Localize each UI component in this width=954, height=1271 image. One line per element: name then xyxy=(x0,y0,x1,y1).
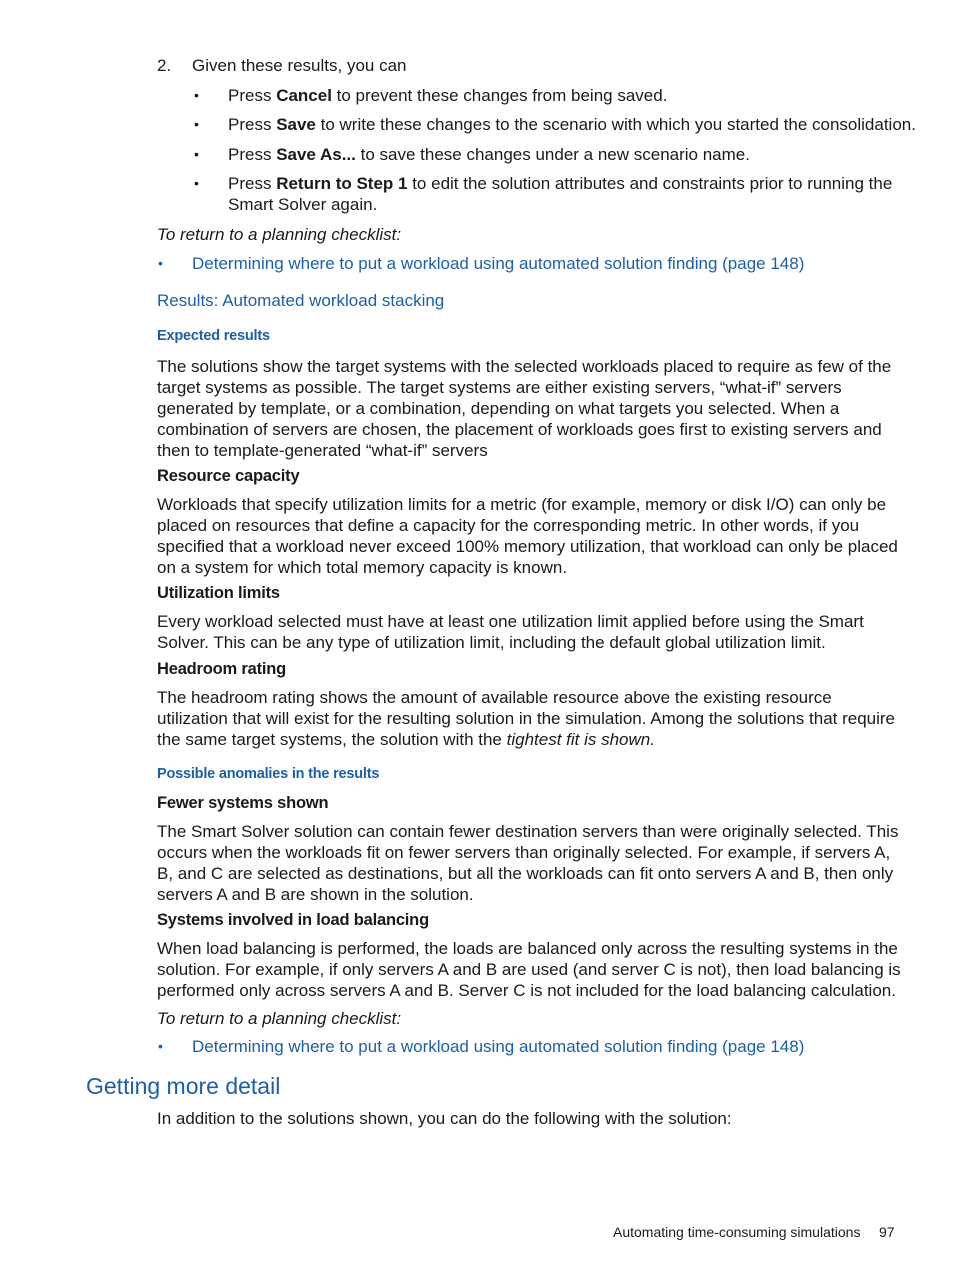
ui-term-cancel: Cancel xyxy=(276,86,332,105)
headroom-rating-text: The headroom rating shows the amount of available resource above the existing resource utilization that will exist for the resulting solution in the simulation. Among the solutions that require the same target systems, the solution with the tightest fit is shown. xyxy=(157,688,896,749)
expected-results-heading: Expected results xyxy=(157,328,270,344)
utilization-limits-heading: Utilization limits xyxy=(157,584,280,602)
step-text: Given these results, you can xyxy=(192,56,407,75)
fewer-systems-heading: Fewer systems shown xyxy=(157,794,329,812)
section-heading: Getting more detail xyxy=(86,1073,281,1099)
list-item-pre: Press xyxy=(228,115,277,134)
fewer-systems-text: The Smart Solver solution can contain fewer destination servers than were originally selected. This occurs when the workloads fit on fewer servers than originally selected. For example, if servers A, B, and C are selected as destinations, but all the workloads can fit onto servers A and B, then only servers A and B are shown in the solution. xyxy=(157,822,899,904)
list-item-post: to save these changes under a new scenario name. xyxy=(355,145,750,164)
load-balancing-text: When load balancing is performed, the loads are balanced only across the resulting systems in the solution. For example, if only servers A and B are used (and server C is not), then load balancing is performed only across servers A and B. Server C is not included for the load balancing calculation. xyxy=(157,939,901,1000)
list-item-post: to write these changes to the scenario with which you started the consolidation. xyxy=(315,115,916,134)
section-intro-text: In addition to the solutions shown, you can do the following with the solution: xyxy=(157,1109,732,1128)
checklist-label: To return to a planning checklist: xyxy=(157,1009,402,1028)
expected-results-text: The solutions show the target systems with the selected workloads placed to require as few of the target systems as possible. The target systems are either existing servers, “what-if” servers generated by template, or a combination, depending on what targets you selected. When a combination of servers are chosen, the placement of workloads goes first to existing servers and then to template-generated “what-if” servers xyxy=(157,357,892,460)
ui-term-save: Save xyxy=(276,115,316,134)
page-number: 97 xyxy=(879,1224,895,1240)
list-item-pre: Press xyxy=(228,86,277,105)
resource-capacity-heading: Resource capacity xyxy=(157,467,300,485)
list-item xyxy=(228,114,918,135)
list-item-pre: Press xyxy=(228,174,277,193)
bullet-dot: • xyxy=(194,175,199,191)
bullet-dot: • xyxy=(158,255,163,271)
bullet-dot: • xyxy=(158,1038,163,1054)
bullet-dot: • xyxy=(194,116,199,132)
resource-capacity-text: Workloads that specify utilization limits for a metric (for example, memory or disk I/O) can only be placed on resources that define a capacity for the corresponding metric. In other words, if you specified that a workload never exceed 100% memory utilization, that workload can only be placed on a system for which total memory capacity is known. xyxy=(157,495,898,577)
bullet-dot: • xyxy=(194,146,199,162)
footer-title: Automating time-consuming simulations xyxy=(613,1224,861,1240)
utilization-limits-text: Every workload selected must have at least one utilization limit applied before using the Smart Solver. This can be any type of utilization limit, including the default global utilization limit. xyxy=(157,612,864,652)
headroom-italic: tightest fit is shown. xyxy=(506,730,655,749)
headroom-rating-heading: Headroom rating xyxy=(157,660,287,678)
list-item xyxy=(228,173,898,215)
anomalies-heading: Possible anomalies in the results xyxy=(157,766,380,782)
list-item xyxy=(228,85,908,106)
checklist-label: To return to a planning checklist: xyxy=(157,225,402,244)
list-item-pre: Press xyxy=(228,145,277,164)
ui-term-save-as: Save As... xyxy=(276,145,356,164)
list-item-post: to edit the solution attributes and constraints prior to running the Smart Solver again. xyxy=(228,174,893,214)
list-item xyxy=(228,144,908,165)
list-item-post: to prevent these changes from being saved. xyxy=(331,86,668,105)
checklist-link[interactable]: Determining where to put a workload using automated solution finding (page 148) xyxy=(192,254,805,273)
load-balancing-heading: Systems involved in load balancing xyxy=(157,911,429,929)
results-heading: Results: Automated workload stacking xyxy=(157,291,445,310)
bullet-dot: • xyxy=(194,87,199,103)
step-number: 2. xyxy=(157,56,172,75)
checklist-link[interactable]: Determining where to put a workload using automated solution finding (page 148) xyxy=(192,1037,805,1056)
ui-term-return-to-step-1: Return to Step 1 xyxy=(276,174,408,193)
